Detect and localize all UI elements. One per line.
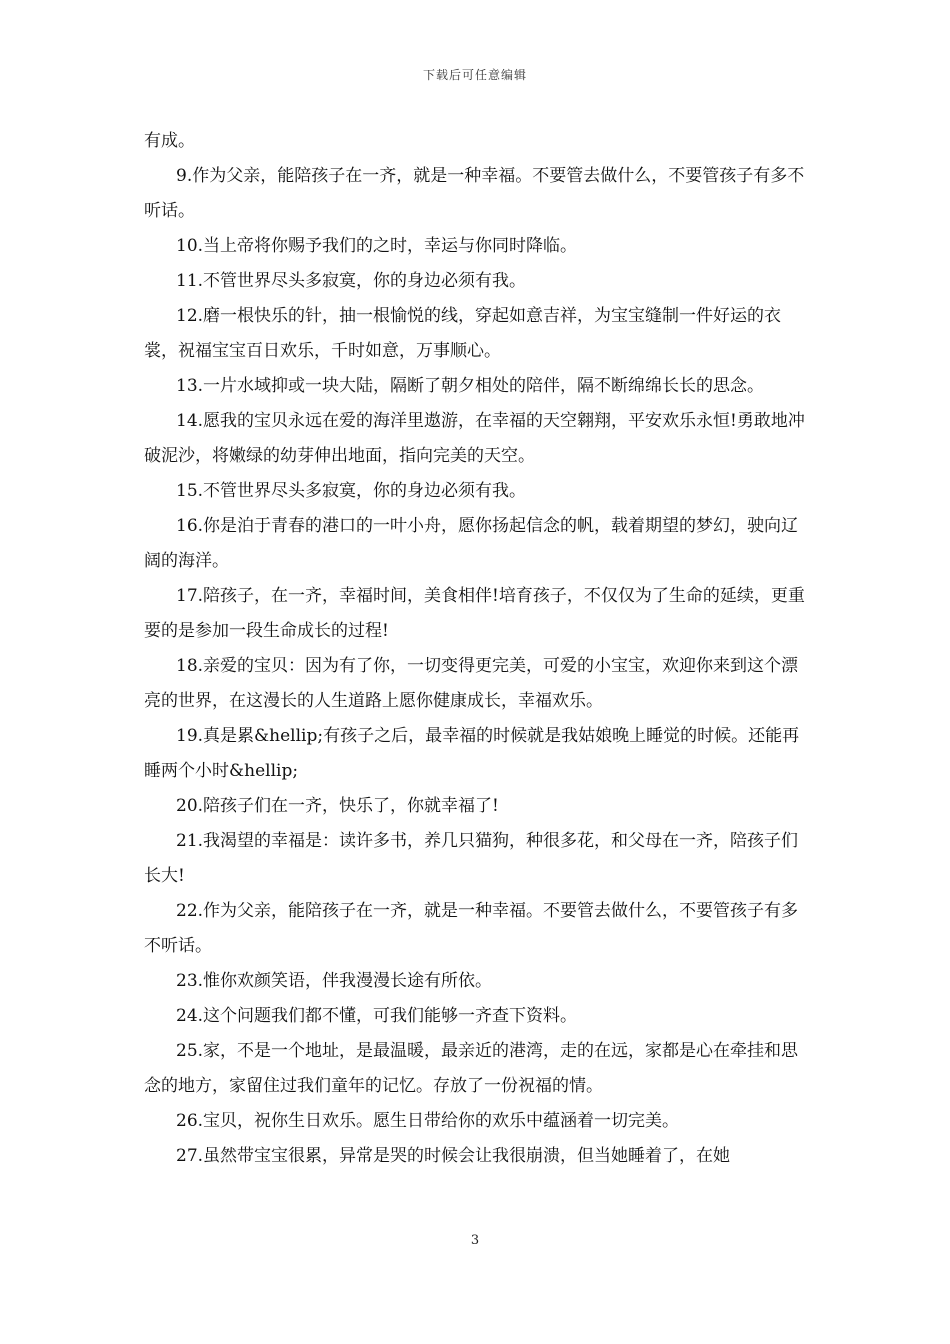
paragraph: 16.你是泊于青春的港口的一叶小舟，愿你扬起信念的帆，载着期望的梦幻，驶向辽阔的海洋。 [144,516,799,571]
page-header: 下载后可任意编辑 [422,68,527,82]
paragraph: 18.亲爱的宝贝：因为有了你，一切变得更完美，可爱的小宝宝，欢迎你来到这个漂亮的世界，在这漫长的人生道路上愿你健康成长，幸福欢乐。 [144,656,799,711]
paragraph: 13.一片水域抑或一块大陆，隔断了朝夕相处的陪伴，隔不断绵绵长长的思念。 [176,376,765,396]
paragraph: 23.惟你欢颜笑语，伴我漫漫长途有所依。 [176,971,493,991]
paragraph: 20.陪孩子们在一齐，快乐了，你就幸福了! [176,796,499,816]
paragraph: 21.我渴望的幸福是：读许多书，养几只猫狗，种很多花，和父母在一齐，陪孩子们长大! [144,831,799,886]
paragraph: 10.当上帝将你赐予我们的之时，幸运与你同时降临。 [176,236,578,256]
paragraph: 15.不管世界尽头多寂寞，你的身边必须有我。 [176,481,527,501]
paragraph: 25.家，不是一个地址，是最温暖，最亲近的港湾，走的在远，家都是心在牵挂和思念的地方，家留住过我们童年的记忆。存放了一份祝福的情。 [144,1041,799,1096]
paragraph: 27.虽然带宝宝很累，异常是哭的时候会让我很崩溃，但当她睡着了，在她 [176,1146,731,1166]
paragraph: 11.不管世界尽头多寂寞，你的身边必须有我。 [176,271,527,291]
paragraph: 12.磨一根快乐的针，抽一根愉悦的线，穿起如意吉祥，为宝宝缝制一件好运的衣裳，祝福宝宝百日欢乐，千时如意，万事顺心。 [144,306,782,361]
paragraph: 17.陪孩子，在一齐，幸福时间，美食相伴!培育孩子，不仅仅为了生命的延续，更重要的是参加一段生命成长的过程! [144,586,805,641]
page-number: 3 [470,1233,480,1248]
paragraph: 24.这个问题我们都不懂，可我们能够一齐查下资料。 [176,1006,578,1026]
paragraph: 26.宝贝，祝你生日欢乐。愿生日带给你的欢乐中蕴涵着一切完美。 [176,1111,680,1131]
paragraph: 19.真是累&hellip;有孩子之后，最幸福的时候就是我姑娘晚上睡觉的时候。还能再睡两个小时&hellip; [144,726,800,781]
paragraph: 9.作为父亲，能陪孩子在一齐，就是一种幸福。不要管去做什么，不要管孩子有多不听话。 [144,166,805,221]
paragraph: 有成。 [144,131,195,151]
paragraph: 14.愿我的宝贝永远在爱的海洋里遨游，在幸福的天空翱翔，平安欢乐永恒!勇敢地冲破泥沙，将嫩绿的幼芽伸出地面，指向完美的天空。 [144,411,805,466]
paragraph: 22.作为父亲，能陪孩子在一齐，就是一种幸福。不要管去做什么，不要管孩子有多不听话。 [144,901,799,956]
document-body [144,124,808,1174]
